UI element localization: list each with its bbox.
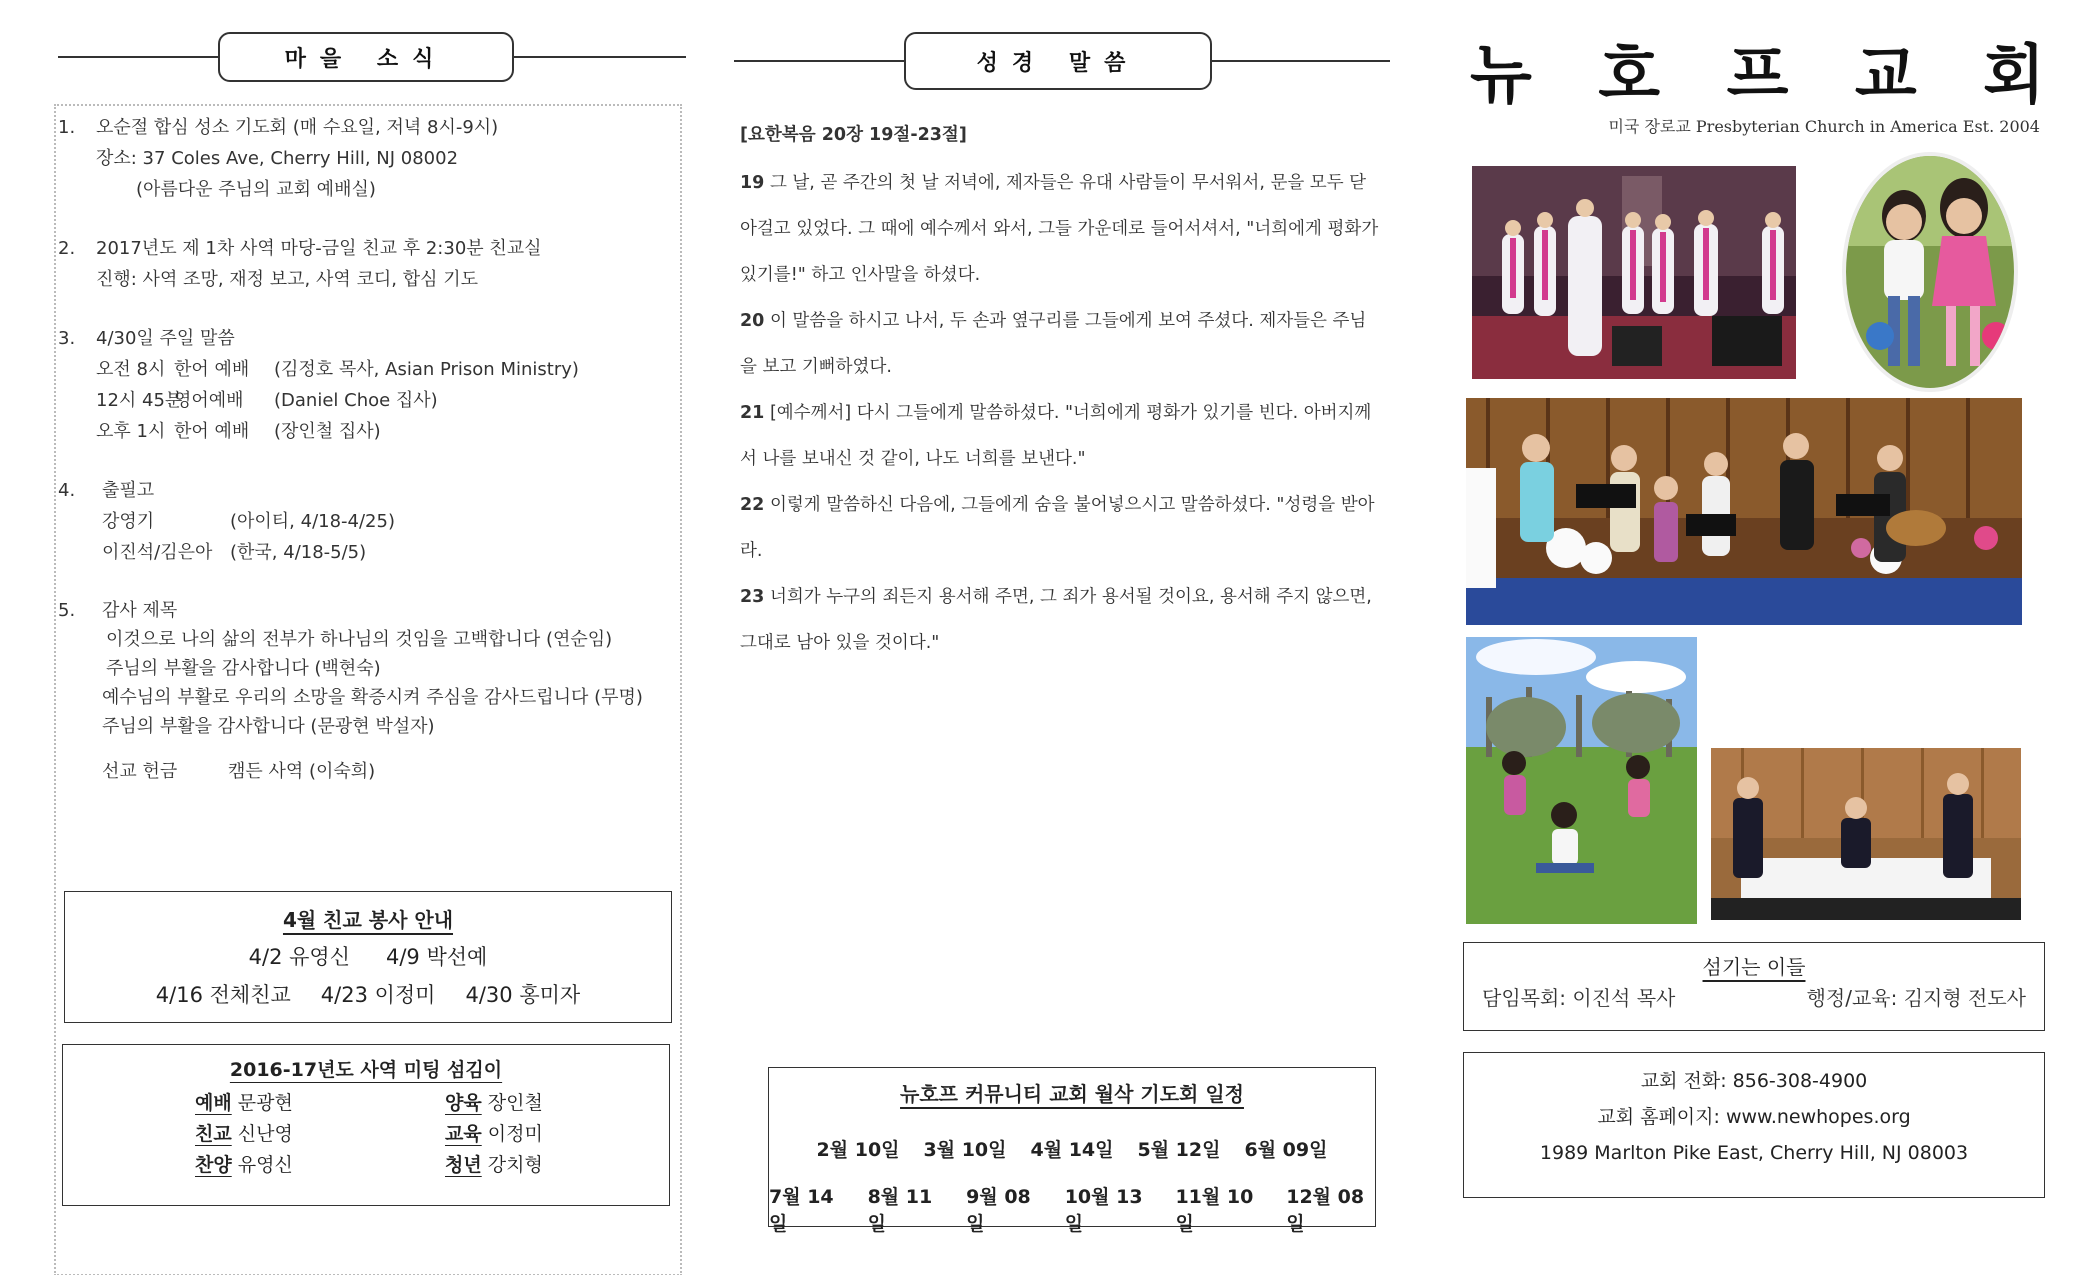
service-speaker: (Daniel Choe 집사) <box>274 390 438 411</box>
news-item-3 <box>58 323 678 447</box>
volunteer-entry: 4/16 전체친교 <box>155 983 291 1007</box>
news-item-1 <box>58 112 678 205</box>
ministry-box-title: 2016-17년도 사역 미팅 섬김이 <box>229 1059 503 1081</box>
verse <box>740 390 1382 482</box>
church-name <box>1470 40 2045 112</box>
offering-label: 선교 헌금 <box>102 761 178 782</box>
news-number: 4. <box>58 480 76 501</box>
service-name: 한어 예배 <box>174 421 250 442</box>
verse-number: 20 <box>740 311 765 331</box>
verse-text: 너희가 누구의 죄든지 용서해 주면, 그 죄가 용서될 것이요, 용서해 주지 않으면, 그대로 남아 있을 것이다." <box>740 587 1372 653</box>
traveler-name: 강영기 <box>102 511 155 532</box>
volunteer-row-2 <box>65 979 671 1009</box>
service-row <box>96 354 579 385</box>
ministry-person: 유영신 <box>237 1154 293 1176</box>
staff-box-title: 섬기는 이들 <box>1702 955 1806 979</box>
contact-box <box>1463 1052 2045 1198</box>
verse-number: 19 <box>740 173 765 193</box>
news-item-4 <box>58 475 678 568</box>
church-name-char: 교 <box>1854 39 1917 113</box>
ministry-grid <box>195 1088 669 1177</box>
verse-text: 이렇게 말씀하신 다음에, 그들에게 숨을 불어넣으시고 말씀하셨다. "성령을 받아라. <box>740 495 1375 561</box>
news-number: 2. <box>58 238 76 259</box>
prayer-date: 7월 14일 <box>769 1186 834 1235</box>
news-line: 진행: 사역 조망, 재정 보고, 사역 코디, 합심 기도 <box>96 269 478 290</box>
staff-pastor: 담임목회: 이진석 목사 <box>1482 986 1676 1010</box>
news-line: 출필고 <box>102 480 155 501</box>
verse <box>740 574 1382 666</box>
scripture-text <box>740 112 1382 666</box>
prayer-date: 9월 08일 <box>966 1186 1031 1235</box>
traveler-name: 이진석/김은아 <box>102 542 213 563</box>
service-time: 오전 8시 <box>96 359 166 380</box>
village-news-title: 마을 소식 <box>218 32 514 82</box>
verse-text: [예수께서] 다시 그들에게 말씀하셨다. "너희에게 평화가 있기를 빈다. 아버지께서 나를 보내신 것 같이, 나도 너희를 보낸다." <box>740 403 1372 469</box>
ministry-role: 청년 <box>445 1154 482 1176</box>
prayer-date: 3월 10일 <box>923 1139 1007 1161</box>
choir-photo <box>1472 166 1796 379</box>
service-name: 영어예배 <box>174 390 244 411</box>
church-subtitle: 미국 장로교 Presbyterian Church in America Est. 2004 <box>1608 117 2040 136</box>
church-phone: 교회 전화: 856-308-4900 <box>1640 1070 1868 1092</box>
prayer-date: 5월 12일 <box>1137 1139 1221 1161</box>
offering-value: 캠든 사역 (이숙희) <box>228 761 376 782</box>
ministry-role: 양육 <box>445 1092 482 1114</box>
church-name-char: 회 <box>1983 39 2045 113</box>
ministry-person: 이정미 <box>487 1123 543 1145</box>
service-name: 한어 예배 <box>174 359 250 380</box>
offering-row <box>102 757 643 786</box>
verse-number: 23 <box>740 587 765 607</box>
news-item-5 <box>58 596 678 786</box>
ordination-photo <box>1711 748 2021 920</box>
thanks-item: 예수님의 부활로 우리의 소망을 확증시켜 주심을 감사드립니다 (무명) <box>102 687 643 708</box>
ministry-role: 찬양 <box>195 1154 232 1176</box>
ministry-person: 장인철 <box>487 1092 543 1114</box>
news-line: 감사 제목 <box>102 600 178 621</box>
praise-band-photo <box>1466 398 2022 625</box>
verse <box>740 160 1382 298</box>
service-row <box>96 385 579 416</box>
kids-oval-photo <box>1842 152 2018 392</box>
news-line: 4/30일 주일 말씀 <box>96 328 235 349</box>
verse-number: 21 <box>740 403 765 423</box>
travel-row <box>102 506 395 537</box>
service-time: 12시 45분 <box>96 390 183 411</box>
travel-destination: (한국, 4/18-5/5) <box>230 542 367 563</box>
village-news-list <box>58 112 678 814</box>
prayer-date: 4월 14일 <box>1030 1139 1114 1161</box>
news-number: 3. <box>58 328 76 349</box>
prayer-date: 8월 11일 <box>867 1186 933 1235</box>
prayer-date: 2월 10일 <box>816 1139 900 1161</box>
news-number: 5. <box>58 600 76 621</box>
church-address: 1989 Marlton Pike East, Cherry Hill, NJ 08003 <box>1539 1142 1969 1164</box>
prayer-schedule-row-2 <box>769 1182 1375 1236</box>
thanks-item: 이것으로 나의 삶의 전부가 하나님의 것임을 고백합니다 (연순임) <box>106 629 613 650</box>
verse-number: 22 <box>740 495 765 515</box>
church-name-char: 호 <box>1598 39 1661 113</box>
travel-row <box>102 537 395 568</box>
news-line: 2017년도 제 1차 사역 마당-금일 친교 후 2:30분 친교실 <box>96 238 542 259</box>
prayer-date: 10월 13일 <box>1064 1186 1143 1235</box>
ministry-role: 예배 <box>195 1092 232 1114</box>
church-homepage: 교회 홈페이지: www.newhopes.org <box>1597 1106 1911 1128</box>
travel-destination: (아이티, 4/18-4/25) <box>230 511 395 532</box>
ministry-meeting-box <box>62 1044 670 1206</box>
thanks-item: 주님의 부활을 감사합니다 (백현숙) <box>106 658 381 679</box>
fellowship-volunteer-box <box>64 891 672 1023</box>
prayer-date: 11월 10일 <box>1175 1186 1254 1235</box>
volunteer-entry: 4/23 이정미 <box>320 983 436 1007</box>
prayer-date: 6월 09일 <box>1244 1139 1328 1161</box>
volunteer-entry: 4/30 홍미자 <box>465 983 581 1007</box>
news-line: 장소: 37 Coles Ave, Cherry Hill, NJ 08002 <box>96 148 459 169</box>
kids-lawn-photo <box>1466 637 1697 924</box>
service-time: 오후 1시 <box>96 421 166 442</box>
prayer-schedule-box <box>768 1067 1376 1235</box>
news-number: 1. <box>58 117 76 138</box>
ministry-entry <box>195 1088 435 1115</box>
ministry-role: 친교 <box>195 1123 232 1145</box>
ministry-entry <box>445 1088 585 1115</box>
ministry-entry <box>195 1150 435 1177</box>
ministry-entry <box>445 1150 585 1177</box>
volunteer-row-1 <box>65 941 671 971</box>
volunteer-box-title: 4월 친교 봉사 안내 <box>282 908 454 932</box>
prayer-date: 12월 08일 <box>1286 1186 1365 1235</box>
scripture-reference: [요한복음 20장 19절-23절] <box>740 125 967 145</box>
verse-text: 그 날, 곧 주간의 첫 날 저녁에, 제자들은 유대 사람들이 무서워서, 문을 모두 닫아걸고 있었다. 그 때에 예수께서 와서, 그들 가운데로 들어서셔서, "너희에게 평화가 있기를!" 하고 인사말을 하셨다. <box>740 173 1379 285</box>
scripture-title: 성경 말씀 <box>904 32 1212 90</box>
church-name-char: 프 <box>1726 39 1789 113</box>
verse-text: 이 말씀을 하시고 나서, 두 손과 옆구리를 그들에게 보여 주셨다. 제자들은 주님을 보고 기뻐하였다. <box>740 311 1367 377</box>
church-name-char: 뉴 <box>1470 39 1532 113</box>
prayer-schedule-row-1 <box>769 1135 1375 1162</box>
news-line: 오순절 합심 성소 기도회 (매 수요일, 저녁 8시-9시) <box>96 117 499 138</box>
ministry-person: 신난영 <box>237 1123 293 1145</box>
prayer-schedule-title: 뉴호프 커뮤니티 교회 월삭 기도회 일정 <box>900 1082 1244 1106</box>
ministry-person: 강치형 <box>487 1154 543 1176</box>
ministry-role: 교육 <box>445 1123 482 1145</box>
news-subline: (아름다운 주님의 교회 예배실) <box>136 179 376 200</box>
verse <box>740 482 1382 574</box>
volunteer-entry: 4/2 유영신 <box>248 945 350 969</box>
staff-admin: 행정/교육: 김지형 전도사 <box>1806 986 2026 1010</box>
news-item-2 <box>58 233 678 295</box>
ministry-entry <box>445 1119 585 1146</box>
staff-box <box>1463 942 2045 1031</box>
staff-row <box>1464 982 2044 1011</box>
ministry-person: 문광현 <box>237 1092 293 1114</box>
volunteer-entry: 4/9 박선예 <box>386 945 488 969</box>
verse <box>740 298 1382 390</box>
service-row <box>96 416 579 447</box>
thanks-item: 주님의 부활을 감사합니다 (문광현 박설자) <box>102 716 435 737</box>
service-speaker: (장인철 집사) <box>274 421 381 442</box>
service-speaker: (김정호 목사, Asian Prison Ministry) <box>274 359 579 380</box>
ministry-entry <box>195 1119 435 1146</box>
